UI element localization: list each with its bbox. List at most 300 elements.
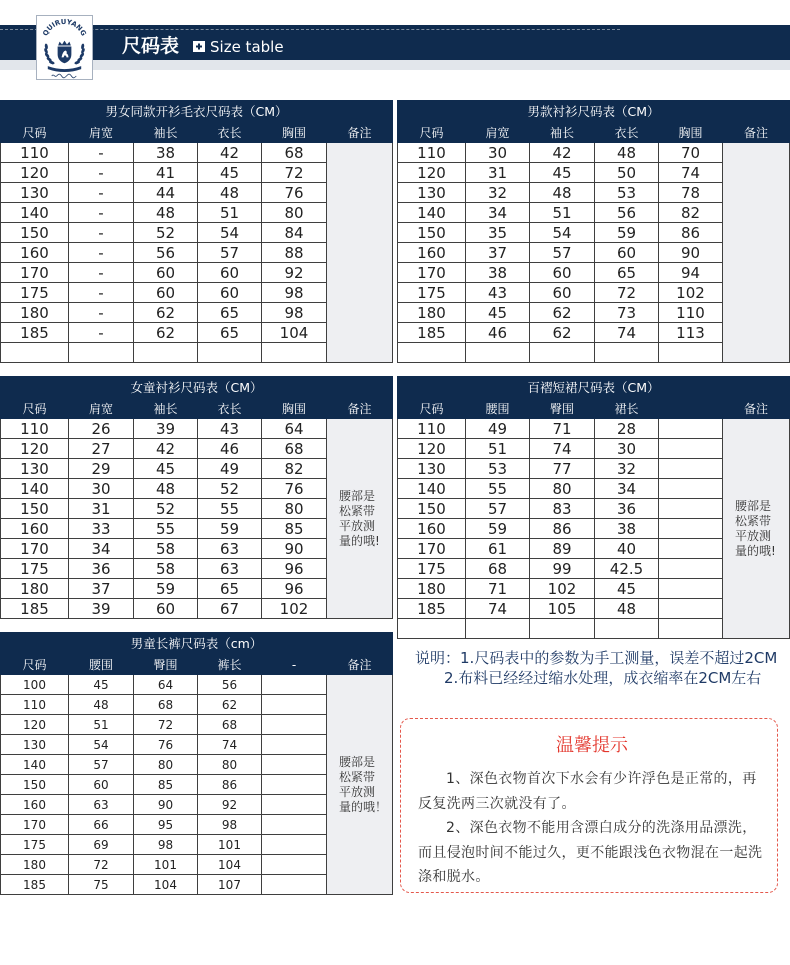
size-grid: [397, 376, 790, 639]
size-cell: 110: [1, 419, 69, 439]
logo-wordmark: [41, 18, 87, 38]
crest-logo-icon: [37, 16, 92, 79]
table-title: 女童衬衫尺码表（CM）: [1, 377, 393, 399]
size-cell: 130: [398, 459, 466, 479]
remark-line: 腰部是: [735, 498, 772, 513]
table-cell: 60: [69, 775, 134, 795]
table-cell: 45: [595, 579, 659, 599]
girls-shirt-size-table: [0, 376, 392, 619]
column-header: 臀围: [530, 399, 595, 419]
table-cell: 59: [466, 519, 530, 539]
table-cell: 50: [595, 163, 659, 183]
table-cell: [530, 619, 595, 639]
size-cell: 185: [1, 323, 69, 343]
table-cell: 74: [198, 735, 262, 755]
table-cell: 34: [69, 539, 134, 559]
table-cell: -: [69, 183, 134, 203]
table-cell: [262, 343, 327, 363]
size-cell: 170: [1, 263, 69, 283]
size-grid: [397, 100, 790, 363]
size-cell: 175: [398, 559, 466, 579]
column-header: [659, 399, 723, 419]
column-header: 胸围: [659, 123, 723, 143]
size-cell: 160: [1, 519, 69, 539]
size-grid: [0, 632, 393, 895]
table-title-row: [398, 101, 790, 123]
table-cell: 60: [198, 283, 262, 303]
column-header: 肩宽: [69, 399, 134, 419]
size-cell: 175: [1, 559, 69, 579]
table-cell: 65: [198, 579, 262, 599]
size-cell: 185: [398, 599, 466, 619]
table-cell: 64: [262, 419, 327, 439]
table-cell: 49: [466, 419, 530, 439]
table-cell: 92: [198, 795, 262, 815]
table-cell: [659, 499, 723, 519]
table-cell: 60: [530, 283, 595, 303]
remark-line: 松紧带: [339, 769, 376, 784]
table-cell: 86: [198, 775, 262, 795]
boys-pants-size-table: [0, 632, 392, 895]
column-header: 衣长: [198, 399, 262, 419]
column-header: 袖长: [530, 123, 595, 143]
table-cell: 39: [69, 599, 134, 619]
size-cell: 130: [398, 183, 466, 203]
table-cell: [659, 519, 723, 539]
table-cell: 54: [198, 223, 262, 243]
table-cell: 96: [262, 579, 327, 599]
table-cell: 37: [466, 243, 530, 263]
size-cell: 140: [398, 479, 466, 499]
table-cell: [659, 479, 723, 499]
brand-logo: [36, 15, 93, 80]
table-cell: 72: [262, 163, 327, 183]
column-header: 尺码: [1, 399, 69, 419]
header-strip: [0, 60, 790, 70]
table-cell: 72: [69, 855, 134, 875]
table-cell: 36: [69, 559, 134, 579]
table-cell: 80: [134, 755, 198, 775]
table-title-row: [1, 633, 393, 655]
remark-line: 平放测: [735, 528, 772, 543]
table-cell: 57: [69, 755, 134, 775]
table-cell: 86: [659, 223, 723, 243]
column-header: 肩宽: [466, 123, 530, 143]
table-cell: 68: [134, 695, 198, 715]
table-row: [1, 143, 393, 163]
note-line-2: 2.布料已经经过缩水处理，成衣缩率在2CM左右: [444, 669, 762, 687]
size-cell: 120: [1, 439, 69, 459]
column-header: 肩宽: [69, 123, 134, 143]
table-cell: 51: [530, 203, 595, 223]
table-cell: 73: [595, 303, 659, 323]
table-cell: -: [69, 143, 134, 163]
table-cell: [134, 343, 198, 363]
size-cell: 130: [1, 183, 69, 203]
table-cell: 68: [262, 439, 327, 459]
table-cell: 48: [69, 695, 134, 715]
table-cell: [659, 419, 723, 439]
remark-cell: [327, 143, 393, 363]
table-cell: -: [69, 323, 134, 343]
size-cell: [398, 343, 466, 363]
table-cell: 68: [262, 143, 327, 163]
table-cell: 45: [530, 163, 595, 183]
pleated-skirt-size-table: [397, 376, 789, 639]
table-cell: 107: [198, 875, 262, 895]
table-cell: 80: [198, 755, 262, 775]
size-cell: 160: [1, 795, 69, 815]
table-cell: [262, 695, 327, 715]
table-cell: 110: [659, 303, 723, 323]
table-cell: 99: [530, 559, 595, 579]
remark-line: 量的哦!: [735, 543, 776, 558]
table-cell: 56: [134, 243, 198, 263]
table-cell: 60: [134, 283, 198, 303]
table-cell: 44: [134, 183, 198, 203]
size-cell: 100: [1, 675, 69, 695]
table-cell: 76: [262, 183, 327, 203]
table-cell: 105: [530, 599, 595, 619]
table-cell: 42.5: [595, 559, 659, 579]
table-cell: 76: [134, 735, 198, 755]
remark-cell: [723, 143, 790, 363]
size-cell: 185: [398, 323, 466, 343]
size-cell: 175: [1, 835, 69, 855]
table-cell: 101: [134, 855, 198, 875]
table-cell: -: [69, 203, 134, 223]
table-cell: 57: [198, 243, 262, 263]
table-cell: 86: [530, 519, 595, 539]
remark-line: 平放测: [339, 784, 376, 799]
table-title-row: [1, 377, 393, 399]
table-cell: 62: [134, 323, 198, 343]
table-cell: 85: [134, 775, 198, 795]
column-header: 备注: [723, 399, 790, 419]
column-header: 袖长: [134, 123, 198, 143]
column-header-row: [1, 399, 393, 419]
table-cell: 92: [262, 263, 327, 283]
table-cell: 36: [595, 499, 659, 519]
column-header: 备注: [723, 123, 790, 143]
size-cell: 160: [1, 243, 69, 263]
table-cell: 57: [466, 499, 530, 519]
table-cell: 30: [595, 439, 659, 459]
table-cell: 82: [659, 203, 723, 223]
table-cell: 42: [134, 439, 198, 459]
table-cell: 68: [466, 559, 530, 579]
table-row: [398, 419, 790, 439]
table-title: 男款衬衫尺码表（CM）: [398, 101, 790, 123]
table-cell: 54: [530, 223, 595, 243]
table-cell: -: [69, 243, 134, 263]
care-tips-title: 温馨提示: [556, 735, 628, 756]
table-cell: 56: [198, 675, 262, 695]
table-cell: 60: [134, 599, 198, 619]
table-cell: 51: [69, 715, 134, 735]
table-cell: 63: [198, 559, 262, 579]
table-cell: 46: [466, 323, 530, 343]
table-cell: 74: [659, 163, 723, 183]
table-cell: 80: [262, 203, 327, 223]
table-cell: 69: [69, 835, 134, 855]
table-cell: 66: [69, 815, 134, 835]
table-cell: 101: [198, 835, 262, 855]
table-cell: 26: [69, 419, 134, 439]
table-cell: [198, 343, 262, 363]
table-cell: 74: [530, 439, 595, 459]
size-cell: 180: [398, 579, 466, 599]
table-cell: 48: [595, 599, 659, 619]
remark-line: 腰部是: [339, 754, 376, 769]
care-tips-box: [400, 718, 778, 893]
table-cell: 71: [466, 579, 530, 599]
table-cell: 41: [134, 163, 198, 183]
table-cell: 52: [134, 223, 198, 243]
column-header: 备注: [327, 123, 393, 143]
table-cell: 38: [466, 263, 530, 283]
table-cell: 90: [134, 795, 198, 815]
size-cell: 110: [1, 695, 69, 715]
table-cell: 56: [595, 203, 659, 223]
table-cell: 104: [262, 323, 327, 343]
table-cell: [262, 775, 327, 795]
table-cell: 35: [466, 223, 530, 243]
note-text-1: 1.尺码表中的参数为手工测量，误差不超过2CM: [460, 649, 778, 667]
table-cell: 45: [134, 459, 198, 479]
table-cell: [659, 559, 723, 579]
table-cell: 98: [262, 303, 327, 323]
size-cell: [1, 343, 69, 363]
table-cell: 90: [262, 539, 327, 559]
remark-line: 松紧带: [339, 503, 376, 518]
care-tip-paragraph: 1、深色衣物首次下水会有少许浮色是正常的，再反复洗两三次就没有了。: [418, 771, 757, 812]
table-cell: 38: [595, 519, 659, 539]
size-cell: 130: [1, 735, 69, 755]
table-cell: 65: [198, 323, 262, 343]
care-tips-body: [418, 767, 766, 890]
table-cell: 53: [595, 183, 659, 203]
column-header: 腰围: [69, 655, 134, 675]
table-cell: [262, 795, 327, 815]
table-cell: 30: [466, 143, 530, 163]
table-cell: 42: [198, 143, 262, 163]
table-cell: 63: [198, 539, 262, 559]
table-cell: 43: [466, 283, 530, 303]
table-cell: 76: [262, 479, 327, 499]
table-cell: -: [69, 263, 134, 283]
column-header: 袖长: [134, 399, 198, 419]
table-cell: 39: [134, 419, 198, 439]
table-cell: 72: [134, 715, 198, 735]
table-cell: 58: [134, 559, 198, 579]
size-cell: 120: [398, 163, 466, 183]
table-cell: 43: [198, 419, 262, 439]
table-cell: 77: [530, 459, 595, 479]
column-header: 尺码: [1, 123, 69, 143]
table-cell: [262, 755, 327, 775]
table-cell: 84: [262, 223, 327, 243]
size-grid: [0, 100, 393, 363]
table-cell: 52: [134, 499, 198, 519]
table-cell: [466, 619, 530, 639]
size-cell: 110: [398, 143, 466, 163]
table-cell: 83: [530, 499, 595, 519]
table-cell: 102: [659, 283, 723, 303]
table-cell: 42: [530, 143, 595, 163]
table-cell: 28: [595, 419, 659, 439]
size-cell: 150: [398, 499, 466, 519]
table-cell: 65: [595, 263, 659, 283]
plus-icon: [193, 41, 205, 52]
ribbon-icon: [48, 66, 81, 78]
size-cell: 120: [398, 439, 466, 459]
table-cell: 104: [134, 875, 198, 895]
size-cell: 110: [398, 419, 466, 439]
size-cell: [398, 619, 466, 639]
table-cell: [262, 815, 327, 835]
table-cell: 72: [595, 283, 659, 303]
size-cell: 150: [1, 499, 69, 519]
table-cell: 48: [198, 183, 262, 203]
column-header: 腰围: [466, 399, 530, 419]
table-cell: 32: [466, 183, 530, 203]
table-title: 男童长裤尺码表（cm）: [1, 633, 393, 655]
table-cell: 59: [134, 579, 198, 599]
column-header: 胸围: [262, 399, 327, 419]
table-cell: 34: [595, 479, 659, 499]
column-header: 裤长: [198, 655, 262, 675]
table-cell: [595, 619, 659, 639]
size-cell: 185: [1, 599, 69, 619]
table-cell: 60: [198, 263, 262, 283]
table-cell: 59: [595, 223, 659, 243]
table-cell: 55: [198, 499, 262, 519]
crown-shield-icon: [58, 41, 72, 64]
table-cell: 45: [198, 163, 262, 183]
table-cell: 58: [134, 539, 198, 559]
table-cell: 102: [262, 599, 327, 619]
size-cell: 120: [1, 715, 69, 735]
table-cell: 45: [69, 675, 134, 695]
table-title: 百褶短裙尺码表（CM）: [398, 377, 790, 399]
table-cell: [262, 675, 327, 695]
table-cell: [595, 343, 659, 363]
table-cell: [466, 343, 530, 363]
column-header: -: [262, 655, 327, 675]
page-subtitle: Size table: [210, 38, 284, 56]
table-cell: 31: [69, 499, 134, 519]
table-cell: 48: [595, 143, 659, 163]
note-label: 说明：: [415, 649, 461, 667]
table-cell: 94: [659, 263, 723, 283]
table-cell: 80: [262, 499, 327, 519]
size-cell: 175: [1, 283, 69, 303]
table-cell: 78: [659, 183, 723, 203]
table-cell: [262, 875, 327, 895]
table-cell: 96: [262, 559, 327, 579]
table-cell: [659, 439, 723, 459]
size-cell: 150: [398, 223, 466, 243]
column-header-row: [1, 123, 393, 143]
size-cell: 180: [1, 303, 69, 323]
size-cell: 110: [1, 143, 69, 163]
table-row: [398, 143, 790, 163]
table-cell: 88: [262, 243, 327, 263]
table-cell: [659, 599, 723, 619]
table-cell: [262, 835, 327, 855]
table-cell: [69, 343, 134, 363]
table-cell: 67: [198, 599, 262, 619]
table-cell: 40: [595, 539, 659, 559]
table-cell: 53: [466, 459, 530, 479]
table-cell: 98: [198, 815, 262, 835]
table-cell: 70: [659, 143, 723, 163]
table-cell: [659, 539, 723, 559]
table-cell: [659, 619, 723, 639]
page-title: 尺码表: [122, 35, 180, 57]
size-cell: 120: [1, 163, 69, 183]
note-line-1: [415, 648, 777, 668]
table-cell: [530, 343, 595, 363]
table-cell: 80: [530, 479, 595, 499]
table-title: 男女同款开衫毛衣尺码表（CM）: [1, 101, 393, 123]
table-cell: 104: [198, 855, 262, 875]
remark-line: 松紧带: [735, 513, 772, 528]
size-cell: 140: [398, 203, 466, 223]
column-header: 尺码: [1, 655, 69, 675]
column-header: 备注: [327, 655, 393, 675]
remark-cell: [327, 419, 393, 619]
table-cell: 55: [466, 479, 530, 499]
column-header-row: [398, 123, 790, 143]
table-cell: 49: [198, 459, 262, 479]
size-cell: 160: [398, 243, 466, 263]
table-cell: 59: [198, 519, 262, 539]
table-cell: 74: [466, 599, 530, 619]
table-cell: 48: [134, 203, 198, 223]
table-row: [1, 419, 393, 439]
table-cell: 98: [134, 835, 198, 855]
size-cell: 180: [1, 579, 69, 599]
size-cell: 170: [398, 263, 466, 283]
table-cell: 64: [134, 675, 198, 695]
table-cell: [262, 735, 327, 755]
table-cell: 90: [659, 243, 723, 263]
table-cell: 30: [69, 479, 134, 499]
cardigan-size-table: [0, 100, 392, 363]
table-cell: 65: [198, 303, 262, 323]
table-cell: -: [69, 303, 134, 323]
table-cell: 37: [69, 579, 134, 599]
table-cell: 95: [134, 815, 198, 835]
size-cell: 180: [1, 855, 69, 875]
table-cell: 63: [69, 795, 134, 815]
table-cell: 60: [134, 263, 198, 283]
table-cell: 55: [134, 519, 198, 539]
table-cell: [659, 459, 723, 479]
mens-shirt-size-table: [397, 100, 789, 363]
table-cell: 57: [530, 243, 595, 263]
header-band: [0, 25, 790, 60]
size-cell: 170: [1, 815, 69, 835]
size-cell: 140: [1, 479, 69, 499]
table-cell: 51: [466, 439, 530, 459]
size-cell: 130: [1, 459, 69, 479]
table-cell: 32: [595, 459, 659, 479]
table-cell: 61: [466, 539, 530, 559]
column-header-row: [1, 655, 393, 675]
